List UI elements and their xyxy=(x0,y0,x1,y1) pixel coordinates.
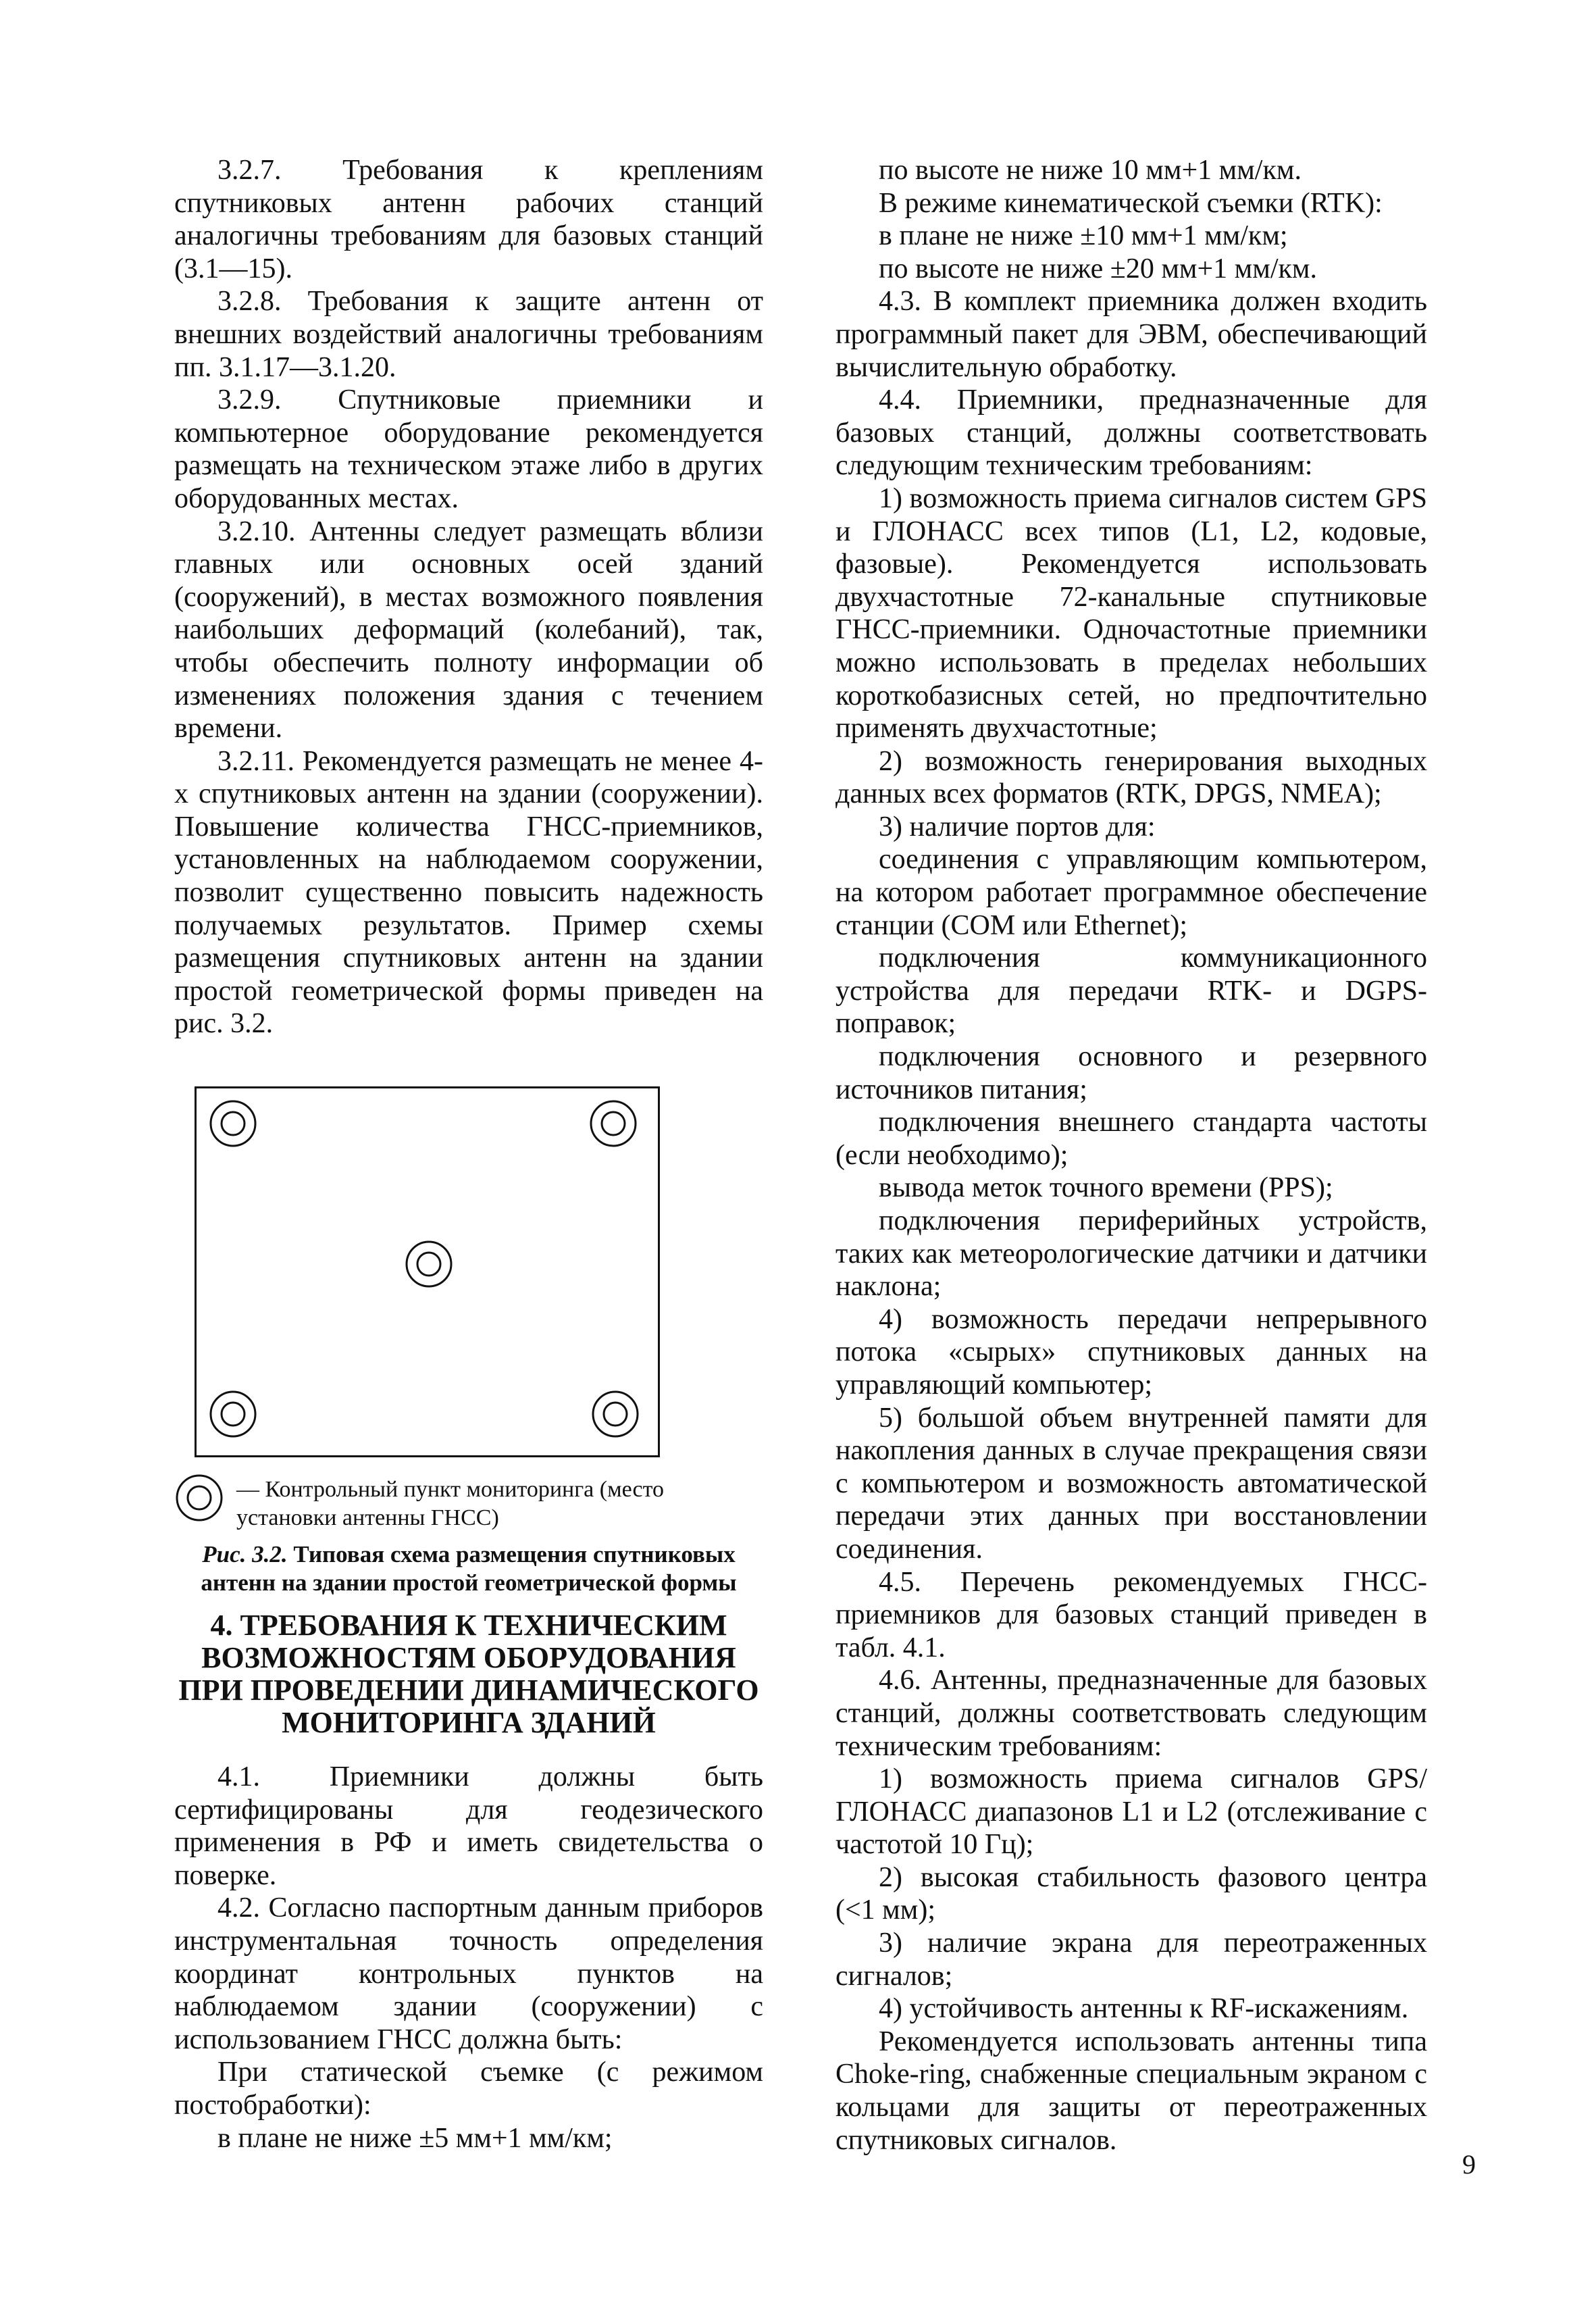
paragraph-height-accuracy: по высоте не ниже 10 мм+1 мм/км. xyxy=(879,155,1302,186)
antenna-marker-icon xyxy=(208,1389,258,1439)
list-item: подключения внешнего стандарта частоты (если необходимо); xyxy=(835,1107,1427,1171)
paragraph-rtk-height: по высоте не ниже ±20 мм+1 мм/км. xyxy=(879,253,1317,284)
paragraph-rtk-mode: В режиме кинематической съемки (RTK): xyxy=(879,187,1383,219)
list-item: 2) возможность генерирования выходных данных всех форматов (RTK, DPGS, NMEA); xyxy=(835,745,1427,810)
list-item: 4) возможность передачи непрерывного потока «сырых» спутниковых данных на управляющий компьютер; xyxy=(835,1303,1427,1401)
paragraph-3-2-11: 3.2.11. Рекомендуется размещать не менее 4-х спутниковых антенн на здании (сооружении). Повышение количества ГНСС-приемников, установленных на наблюдаемом сооружении, позволит существенно повысить надежность получаемых результатов. Пример схемы размещения спутниковых антенн на здании простой геометрической формы приведен на рис. 3.2. xyxy=(174,745,763,1040)
paragraph-4-3: 4.3. В комплект приемника должен входить программный пакет для ЭВМ, обеспечивающий вычислительную обработку. xyxy=(835,286,1427,383)
paragraph-4-2: 4.2. Согласно паспортным данным приборов инструментальная точность определения координат контрольных пунктов на наблюдаемом здании (сооружении) с использованием ГНСС должна быть: xyxy=(174,1892,763,2055)
list-item: подключения основного и резервного источников питания; xyxy=(835,1041,1427,1105)
paragraph-rtk-plan: в плане не ниже ±10 мм+1 мм/км; xyxy=(879,220,1288,252)
page-number: 9 xyxy=(1462,2149,1476,2180)
paragraph-plan-accuracy: в плане не ниже ±5 мм+1 мм/км; xyxy=(217,2122,613,2154)
antenna-marker-icon xyxy=(174,1473,224,1523)
paragraph-static-survey: При статической съемке (с режимом постобработки): xyxy=(174,2057,763,2121)
figure-caption xyxy=(174,1540,763,1597)
paragraph-3-2-9: 3.2.9. Спутниковые приемники и компьютерное оборудование рекомендуется размещать на техническом этаже либо в других оборудованных местах. xyxy=(174,384,763,514)
figure-caption-text: Типовая схема размещения спутниковых антенн на здании простой геометрической формы xyxy=(201,1541,737,1596)
figure-3-2 xyxy=(174,1061,763,1596)
paragraph-3-2-10: 3.2.10. Антенны следует размещать вблизи главных или основных осей зданий (сооружений), в местах возможного появления наибольших деформаций (колебаний), так, чтобы обеспечить полноту информации об изменениях положения здания с течением времени. xyxy=(174,515,763,745)
antenna-marker-icon xyxy=(588,1099,638,1149)
list-item: 3) наличие экрана для переотраженных сигналов; xyxy=(835,1928,1427,1992)
paragraph-3-2-8: 3.2.8. Требования к защите антенн от внешних воздействий аналогичны требованиям пп. 3.1.17—3.1.20. xyxy=(174,286,763,383)
antenna-marker-icon xyxy=(590,1389,640,1439)
legend-text: — Контрольный пункт мониторинга (место установки антенны ГНСС) xyxy=(236,1477,665,1531)
paragraph-4-4: 4.4. Приемники, предназначенные для базовых станций, должны соответствовать следующим техническим требованиям: xyxy=(835,384,1427,482)
list-item: соединения с управляющим компьютером, на котором работает программное обеспечение станции (СОМ или Ethernet); xyxy=(835,844,1427,941)
paragraph-4-1: 4.1. Приемники должны быть сертифицированы для геодезического применения в РФ и иметь свидетельства о поверке. xyxy=(174,1761,763,1891)
paragraph-3-2-7: 3.2.7. Требования к креплениям спутниковых антенн рабочих станций аналогичны требованиям для базовых станций (3.1—15). xyxy=(174,155,763,284)
list-item: 1) возможность приема сигналов GPS/ГЛОНАСС диапазонов L1 и L2 (отслеживание с частотой 10 Гц); xyxy=(835,1763,1427,1861)
list-item: 2) высокая стабильность фазового центра (<1 мм); xyxy=(835,1861,1427,1926)
list-item: 4) устойчивость антенны к RF-искажениям. xyxy=(879,1993,1409,2025)
building-plan xyxy=(195,1086,660,1457)
list-item: подключения коммуникационного устройства для передачи RTK- и DGPS-поправок; xyxy=(835,942,1427,1040)
paragraph-4-6: 4.6. Антенны, предназначенные для базовых станций, должны соответствовать следующим техническим требованиям: xyxy=(835,1665,1427,1762)
figure-caption-label: Рис. 3.2. xyxy=(202,1541,288,1568)
paragraph-choke-ring: Рекомендуется использовать антенны типа Choke-ring, снабженные специальным экраном с кольцами для защиты от переотраженных спутниковых сигналов. xyxy=(835,2026,1427,2156)
list-item: 5) большой объем внутренней памяти для накопления данных в случае прекращения связи с компьютером и возможность автоматической передачи этих данных при восстановлении соединения. xyxy=(835,1402,1427,1565)
antenna-marker-icon xyxy=(404,1239,454,1289)
antenna-marker-icon xyxy=(208,1099,258,1149)
list-item: 1) возможность приема сигналов систем GPS и ГЛОНАСС всех типов (L1, L2, кодовые, фазовые). Рекомендуется использовать двухчастотные 72-канальные спутниковые ГНСС-приемники. Одночастотные приемники можно использовать в пределах небольших короткобазисных сетей, но предпочтительно применять двухчастотные; xyxy=(835,482,1427,745)
left-column xyxy=(174,154,763,2155)
list-item: подключения периферийных устройств, таких как метеорологические датчики и датчики наклона; xyxy=(835,1205,1427,1303)
list-item: вывода меток точного времени (PPS); xyxy=(879,1172,1333,1204)
list-item: 3) наличие портов для: xyxy=(879,811,1156,842)
right-column xyxy=(835,154,1427,2157)
section-title: 4. ТРЕБОВАНИЯ К ТЕХНИЧЕСКИМ ВОЗМОЖНОСТЯМ ОБОРУДОВАНИЯ ПРИ ПРОВЕДЕНИИ ДИНАМИЧЕСКОГО МОНИТОРИНГА ЗДАНИЙ xyxy=(178,1609,759,1740)
paragraph-4-5: 4.5. Перечень рекомендуемых ГНСС-приемников для базовых станций приведен в табл. 4.1. xyxy=(835,1566,1427,1663)
